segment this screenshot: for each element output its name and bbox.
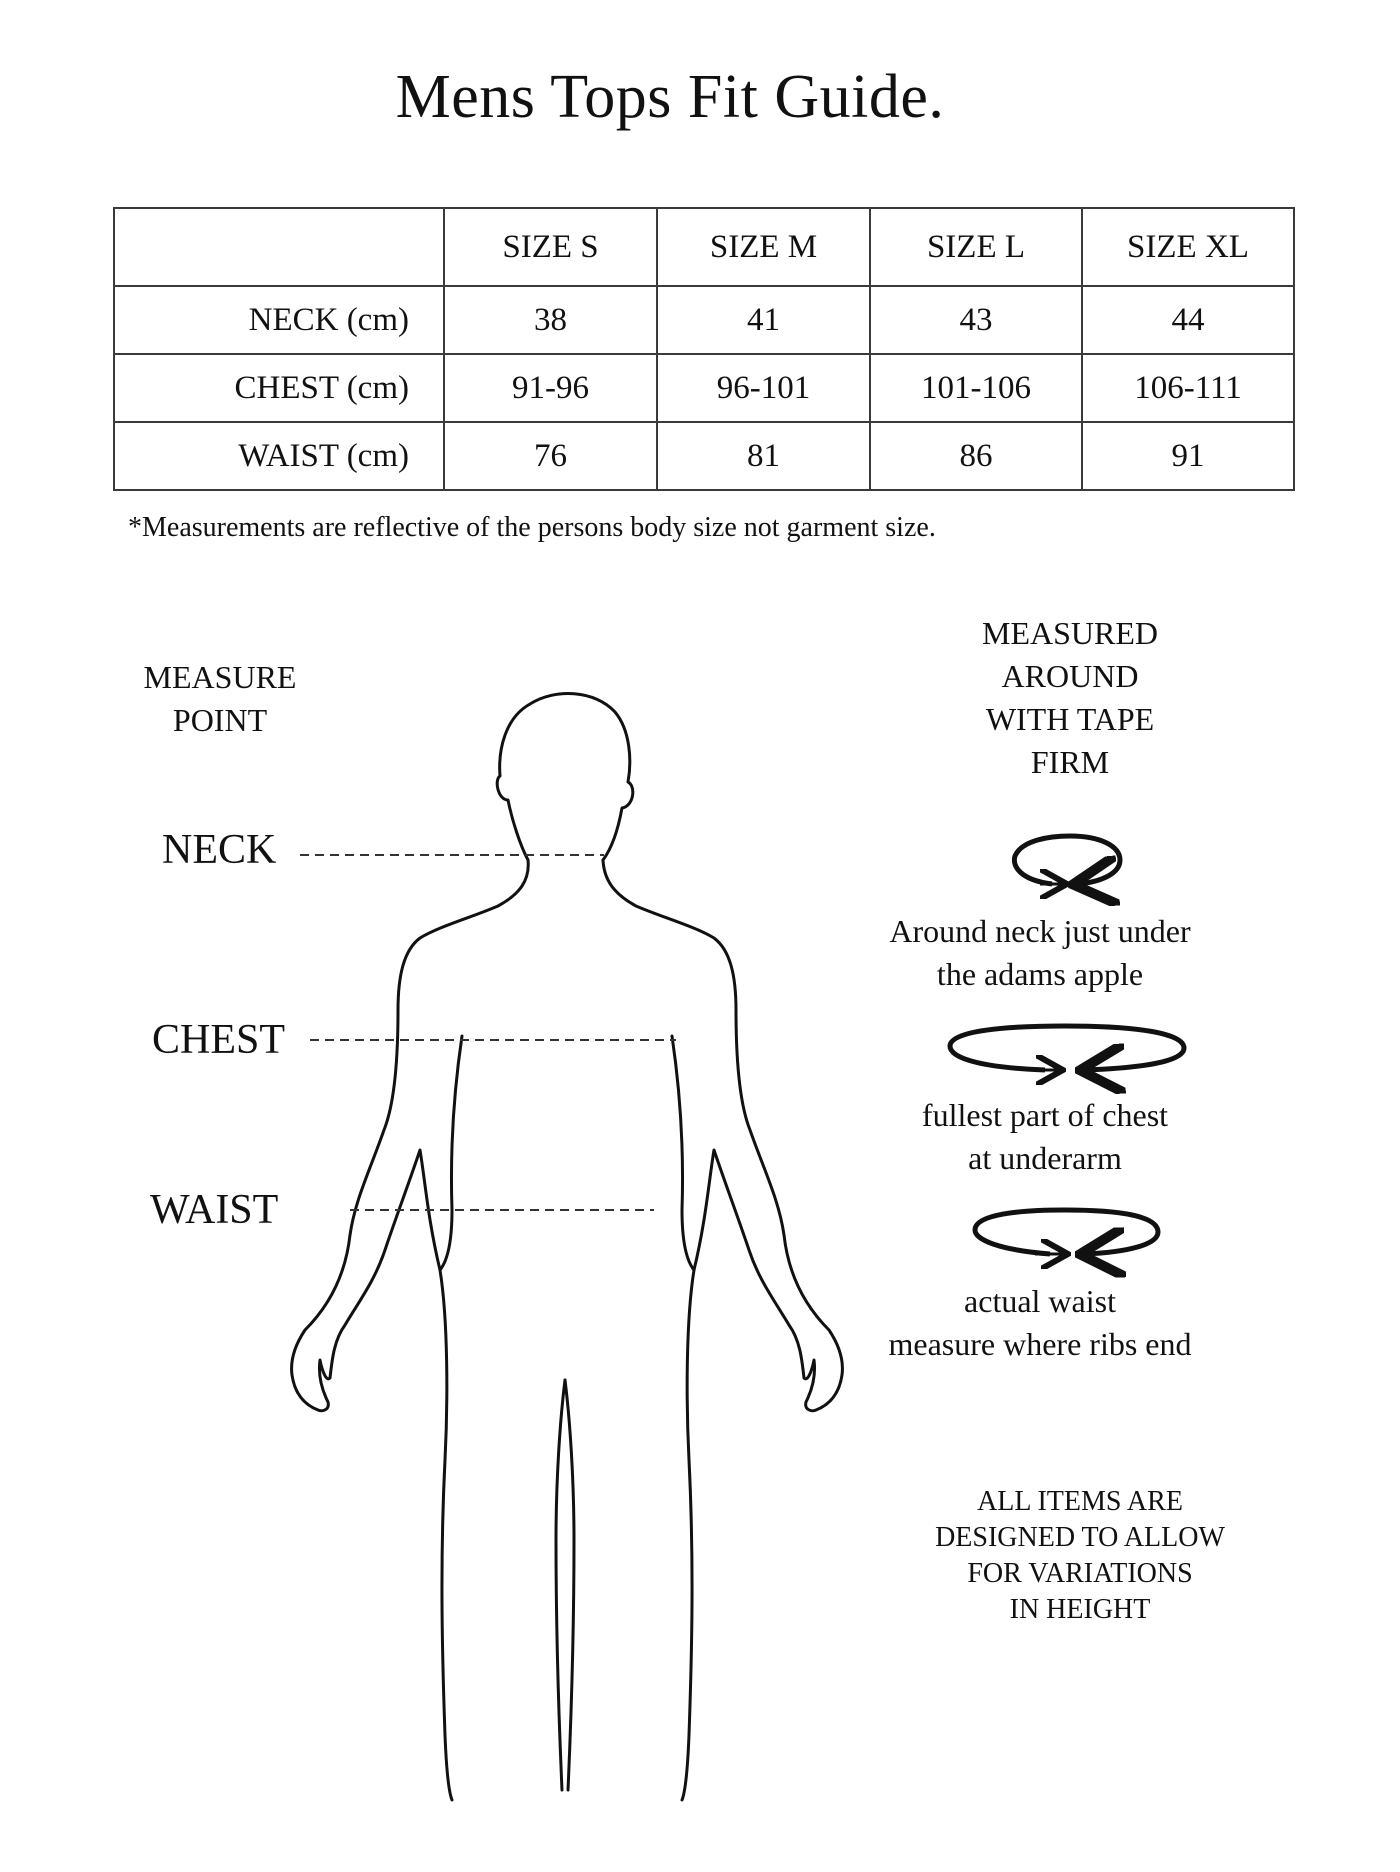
height-variation-note-line: IN HEIGHT (1009, 1594, 1151, 1625)
row-label-neck: NECK (cm) (114, 286, 444, 354)
measured-around-heading-line: AROUND (1001, 658, 1139, 694)
table-cell: 101-106 (870, 354, 1082, 422)
waist-description-line: measure where ribs end (888, 1326, 1192, 1362)
neck-description-line: Around neck just under (889, 913, 1191, 949)
chest-description-line: at underarm (968, 1140, 1122, 1176)
measured-around-heading-line: FIRM (1030, 744, 1110, 780)
neck-description-line: the adams apple (936, 956, 1144, 992)
page-title: Mens Tops Fit Guide. (395, 63, 945, 131)
table-cell: 44 (1082, 286, 1294, 354)
row-label-chest: CHEST (cm) (114, 354, 444, 422)
measured-around-heading-line: MEASURED (981, 615, 1158, 651)
height-variation-note-line: ALL ITEMS ARE (977, 1486, 1183, 1517)
point-label-waist: WAIST (150, 1187, 279, 1233)
table-cell: 76 (444, 422, 657, 490)
table-cell: 81 (657, 422, 870, 490)
measuring-loop-arrows-icon (1014, 836, 1120, 884)
measuring-loop-arrows-icon (950, 1026, 1184, 1070)
table-cell: 43 (870, 286, 1082, 354)
table-cell: 91-96 (444, 354, 657, 422)
measurement-guide-lines (300, 855, 676, 1210)
measured-around-heading-line: WITH TAPE (985, 701, 1155, 737)
table-cell: 86 (870, 422, 1082, 490)
table-cell: 96-101 (657, 354, 870, 422)
row-label-waist: WAIST (cm) (114, 422, 444, 490)
human-body-outline-icon (292, 694, 843, 1800)
table-header-size-m: SIZE M (657, 208, 870, 286)
chest-description-line: fullest part of chest (921, 1097, 1169, 1133)
table-cell: 91 (1082, 422, 1294, 490)
table-cell: 41 (657, 286, 870, 354)
height-variation-note-line: FOR VARIATIONS (967, 1558, 1193, 1589)
measure-point-heading-line: MEASURE (143, 659, 297, 695)
waist-description-line: actual waist (964, 1283, 1116, 1319)
table-header-size-xl: SIZE XL (1082, 208, 1294, 286)
measure-point-heading-line: POINT (172, 702, 268, 738)
point-label-neck: NECK (162, 827, 277, 873)
table-header-size-l: SIZE L (870, 208, 1082, 286)
table-cell: 106-111 (1082, 354, 1294, 422)
measurement-note: *Measurements are reflective of the persons body size not garment size. (128, 512, 936, 543)
point-label-chest: CHEST (152, 1017, 286, 1063)
table-cell: 38 (444, 286, 657, 354)
height-variation-note-line: DESIGNED TO ALLOW (935, 1522, 1225, 1553)
measuring-loop-arrows-icon (975, 1210, 1158, 1254)
table-header-size-s: SIZE S (444, 208, 657, 286)
